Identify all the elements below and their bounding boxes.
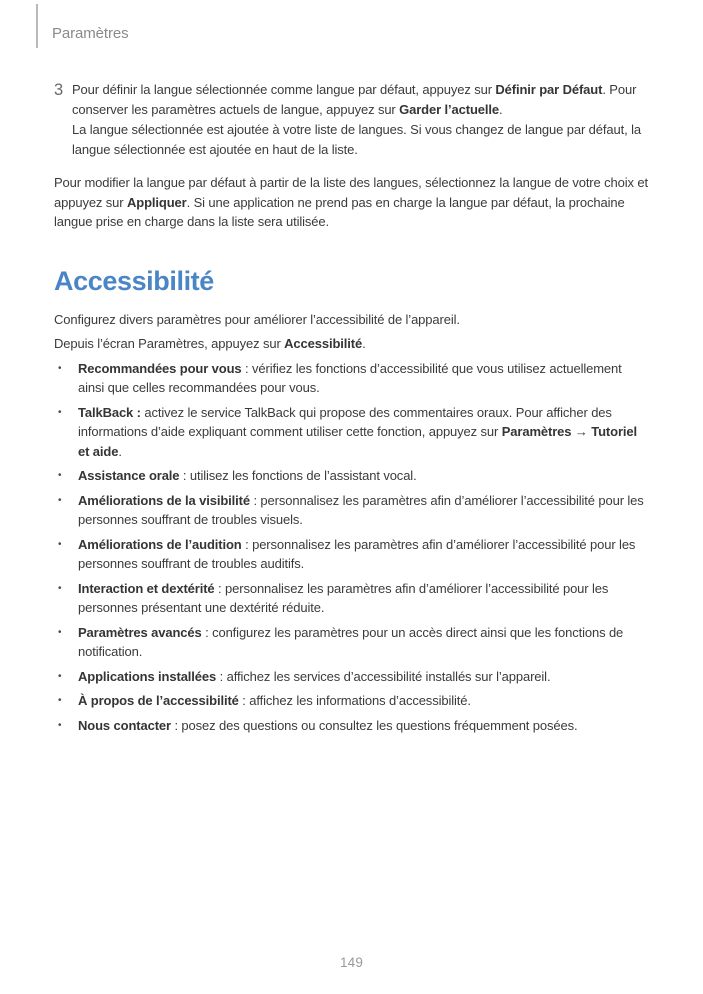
bold-run: TalkBack : <box>78 404 141 420</box>
text-run: : personnalisez les paramètres afin d’améliorer l’accessibilité pour les personnes souffrant de troubles visuels. <box>78 492 644 527</box>
text-run: : posez des questions ou consultez les questions fréquemment posées. <box>170 717 578 733</box>
text-run: . <box>118 443 122 459</box>
apply-paragraph <box>54 173 650 232</box>
text-run: La langue sélectionnée est ajoutée à votre liste de langues. Si vous changez de langue par défaut, la langue sélectionnée est ajoutée en haut de la liste. <box>72 122 641 157</box>
bullet-item <box>54 466 650 486</box>
bold-run: Accessibilité <box>284 336 363 351</box>
text-run: : personnalisez les paramètres afin d’améliorer l’accessibilité pour les personnes souffrant de troubles auditifs. <box>78 536 636 571</box>
bold-run: Appliquer <box>127 194 187 210</box>
section-intro-paragraph <box>54 334 650 354</box>
text-run: Pour modifier la langue par défaut à partir de la liste des langues, sélectionnez la langue de votre choix et appuyez sur <box>54 175 648 210</box>
accessibility-option-list <box>54 359 650 736</box>
page-number: 149 <box>339 955 364 970</box>
bullet-item <box>54 691 650 711</box>
bullet-item <box>54 716 650 736</box>
section-title: Accessibilité <box>54 265 214 296</box>
text-run: . <box>362 336 366 351</box>
bold-run: Tutoriel et aide <box>78 424 637 459</box>
page-footer <box>0 954 703 972</box>
text-run: : utilisez les fonctions de l’assistant vocal. <box>179 468 417 483</box>
page-body <box>54 80 650 740</box>
text-run: Configurez divers paramètres pour améliorer l’accessibilité de l’appareil. <box>54 311 460 327</box>
bullet-item <box>54 403 650 462</box>
bold-run: Paramètres avancés <box>78 624 202 640</box>
bold-run: Paramètres <box>501 424 572 439</box>
bullet-item <box>54 359 650 398</box>
bullet-item <box>54 491 650 530</box>
bullet-item <box>54 535 650 574</box>
step-number: 3 <box>54 81 64 99</box>
text-run: . Si une application ne prend pas en charge la langue par défaut, la prochaine langue prise en charge dans la liste sera utilisée. <box>54 194 625 229</box>
bold-run: Applications installées <box>78 668 217 684</box>
bold-run: Améliorations de l’audition <box>78 536 242 552</box>
bold-run: Assistance orale <box>78 468 180 483</box>
text-run: Pour définir la langue sélectionnée comme langue par défaut, appuyez sur <box>72 82 496 97</box>
bold-run: Recommandées pour vous <box>78 360 242 376</box>
bold-run: Interaction et dextérité <box>78 580 215 596</box>
bold-run: À propos de l’accessibilité <box>78 693 239 708</box>
header-chapter-label: Paramètres <box>52 25 129 42</box>
step-body <box>72 80 650 159</box>
text-run: → <box>571 424 592 439</box>
section-intro-paragraph <box>54 310 650 330</box>
header-rule <box>36 4 38 48</box>
text-run: : personnalisez les paramètres afin d’améliorer l’accessibilité pour les personnes présentant une dextérité réduite. <box>78 580 609 615</box>
text-run: Depuis l’écran Paramètres, appuyez sur <box>54 336 285 351</box>
text-run: . <box>498 101 503 117</box>
step-note-paragraph <box>72 120 650 159</box>
bullet-item <box>54 623 650 662</box>
bold-run: Nous contacter <box>78 717 171 733</box>
bold-run: Garder l’actuelle <box>399 101 499 117</box>
bullet-item <box>54 667 650 687</box>
step-paragraph <box>72 80 650 119</box>
text-run: : vérifiez les fonctions d’accessibilité que vous utilisez actuellement ainsi que celles recommandées pour vous. <box>78 360 622 395</box>
text-run: : configurez les paramètres pour un accès direct ainsi que les fonctions de notification. <box>78 624 624 659</box>
text-run: . Pour conserver les paramètres actuels de langue, appuyez sur <box>72 82 637 117</box>
bold-run: Définir par Défaut <box>495 82 603 97</box>
text-run: : affichez les services d’accessibilité installés sur l’appareil. <box>216 668 551 684</box>
text-run: : affichez les informations d’accessibilité. <box>238 693 471 708</box>
text-run: activez le service TalkBack qui propose des commentaires oraux. Pour afficher des informations d’aide expliquant comment utiliser cette fonction, appuyez sur <box>78 404 612 439</box>
bullet-item <box>54 579 650 618</box>
bold-run: Améliorations de la visibilité <box>78 492 250 508</box>
numbered-step <box>54 80 650 159</box>
